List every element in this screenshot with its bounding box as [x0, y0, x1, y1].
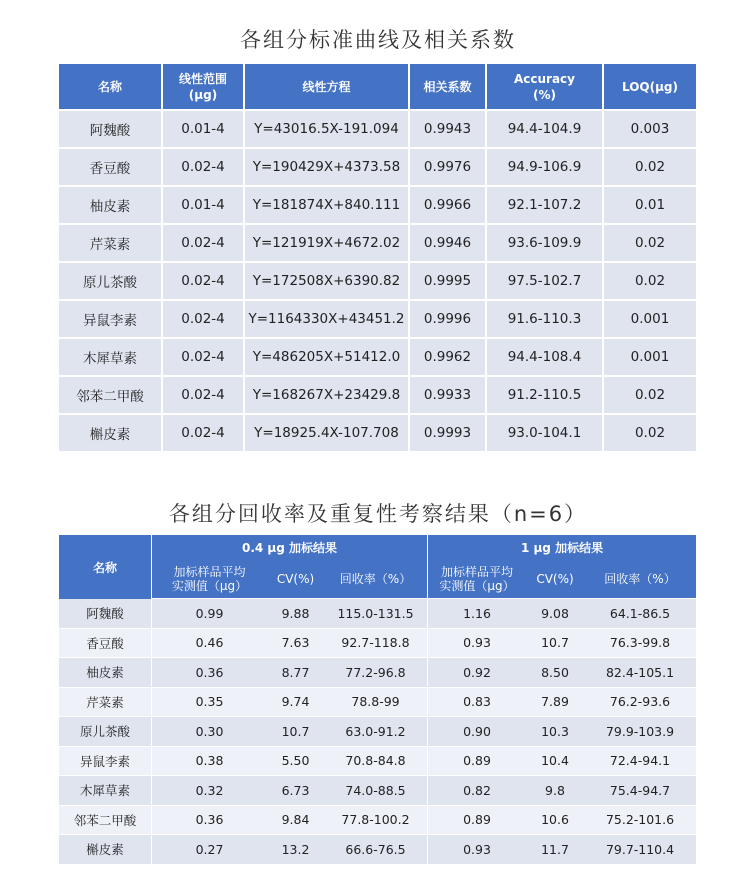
mean-measured-1-cell: 0.90 [428, 717, 526, 747]
loq-cell: 0.02 [604, 377, 696, 415]
table-row [59, 835, 696, 865]
compound-name-cell: 槲皮素 [59, 835, 152, 865]
correlation-coefficient-cell: 0.9943 [410, 111, 487, 149]
table-row [59, 415, 696, 453]
linear-range-cell: 0.02-4 [163, 377, 245, 415]
cv-1-cell: 11.7 [526, 835, 584, 865]
cv-1-cell: 9.08 [526, 599, 584, 629]
correlation-coefficient-cell: 0.9995 [410, 263, 487, 301]
header-loq: LOQ(μg) [604, 64, 696, 111]
table2-title: 各组分回收率及重复性考察结果（n=6） [168, 502, 588, 526]
table-row [59, 377, 696, 415]
recovery-0.4-cell: 63.0-91.2 [324, 717, 428, 747]
mean-measured-0.4-cell: 0.36 [152, 658, 267, 688]
mean-measured-1-cell: 0.93 [428, 629, 526, 659]
table-row [59, 225, 696, 263]
cv-0.4-cell: 8.77 [267, 658, 324, 688]
recovery-1-cell: 79.9-103.9 [584, 717, 696, 747]
linear-range-cell: 0.02-4 [163, 149, 245, 187]
mean-measured-1-cell: 0.89 [428, 747, 526, 777]
accuracy-cell: 97.5-102.7 [487, 263, 604, 301]
cv-1-cell: 7.89 [526, 688, 584, 718]
loq-cell: 0.02 [604, 263, 696, 301]
cv-0.4-cell: 7.63 [267, 629, 324, 659]
table-row [59, 747, 696, 777]
cv-1-cell: 10.7 [526, 629, 584, 659]
correlation-coefficient-cell: 0.9993 [410, 415, 487, 453]
cv-0.4-cell: 9.84 [267, 806, 324, 836]
recovery-1-cell: 72.4-94.1 [584, 747, 696, 777]
header-name: 名称 [59, 64, 163, 111]
compound-name-cell: 香豆酸 [59, 629, 152, 659]
accuracy-cell: 92.1-107.2 [487, 187, 604, 225]
loq-cell: 0.001 [604, 339, 696, 377]
linear-equation-cell: Y=43016.5X-191.094 [245, 111, 410, 149]
loq-cell: 0.02 [604, 225, 696, 263]
mean-measured-0.4-cell: 0.30 [152, 717, 267, 747]
cv-0.4-cell: 9.74 [267, 688, 324, 718]
compound-name-cell: 原儿茶酸 [59, 263, 163, 301]
linear-range-cell: 0.02-4 [163, 225, 245, 263]
table-row [59, 263, 696, 301]
linear-range-cell: 0.02-4 [163, 301, 245, 339]
table-row [59, 149, 696, 187]
compound-name-cell: 异鼠李素 [59, 301, 163, 339]
loq-cell: 0.001 [604, 301, 696, 339]
accuracy-cell: 94.4-104.9 [487, 111, 604, 149]
recovery-0.4-cell: 78.8-99 [324, 688, 428, 718]
correlation-coefficient-cell: 0.9933 [410, 377, 487, 415]
cv-0.4-cell: 9.88 [267, 599, 324, 629]
cv-0.4-cell: 10.7 [267, 717, 324, 747]
header-name: 名称 [59, 535, 152, 599]
table-row [59, 339, 696, 377]
linear-equation-cell: Y=18925.4X-107.708 [245, 415, 410, 453]
cv-0.4-cell: 6.73 [267, 776, 324, 806]
compound-name-cell: 柚皮素 [59, 187, 163, 225]
mean-measured-1-cell: 0.83 [428, 688, 526, 718]
recovery-0.4-cell: 77.2-96.8 [324, 658, 428, 688]
mean-measured-0.4-cell: 0.27 [152, 835, 267, 865]
linear-range-cell: 0.01-4 [163, 187, 245, 225]
compound-name-cell: 槲皮素 [59, 415, 163, 453]
header-accuracy: Accuracy (%) [487, 64, 604, 111]
cv-1-cell: 10.4 [526, 747, 584, 777]
compound-name-cell: 邻苯二甲酸 [59, 377, 163, 415]
mean-measured-0.4-cell: 0.38 [152, 747, 267, 777]
recovery-0.4-cell: 115.0-131.5 [324, 599, 428, 629]
recovery-0.4-cell: 77.8-100.2 [324, 806, 428, 836]
accuracy-cell: 94.4-108.4 [487, 339, 604, 377]
accuracy-cell: 91.2-110.5 [487, 377, 604, 415]
accuracy-cell: 93.6-109.9 [487, 225, 604, 263]
recovery-1-cell: 75.2-101.6 [584, 806, 696, 836]
compound-name-cell: 香豆酸 [59, 149, 163, 187]
linear-equation-cell: Y=486205X+51412.0 [245, 339, 410, 377]
linear-equation-cell: Y=168267X+23429.8 [245, 377, 410, 415]
mean-measured-0.4-cell: 0.46 [152, 629, 267, 659]
compound-name-cell: 原儿茶酸 [59, 717, 152, 747]
mean-measured-0.4-cell: 0.99 [152, 599, 267, 629]
table-row [59, 806, 696, 836]
recovery-1-cell: 64.1-86.5 [584, 599, 696, 629]
mean-measured-0.4-cell: 0.35 [152, 688, 267, 718]
correlation-coefficient-cell: 0.9962 [410, 339, 487, 377]
linear-equation-cell: Y=121919X+4672.02 [245, 225, 410, 263]
header-cv: CV(%) [267, 559, 324, 599]
mean-measured-1-cell: 0.89 [428, 806, 526, 836]
compound-name-cell: 柚皮素 [59, 658, 152, 688]
mean-measured-1-cell: 0.92 [428, 658, 526, 688]
loq-cell: 0.02 [604, 149, 696, 187]
header-correlation: 相关系数 [410, 64, 487, 111]
cv-1-cell: 10.3 [526, 717, 584, 747]
linear-range-cell: 0.02-4 [163, 415, 245, 453]
linear-equation-cell: Y=181874X+840.111 [245, 187, 410, 225]
recovery-0.4-cell: 92.7-118.8 [324, 629, 428, 659]
linear-range-cell: 0.02-4 [163, 339, 245, 377]
recovery-1-cell: 79.7-110.4 [584, 835, 696, 865]
compound-name-cell: 木犀草素 [59, 776, 152, 806]
linear-equation-cell: Y=190429X+4373.58 [245, 149, 410, 187]
loq-cell: 0.01 [604, 187, 696, 225]
table-row [59, 599, 696, 629]
accuracy-cell: 93.0-104.1 [487, 415, 604, 453]
loq-cell: 0.02 [604, 415, 696, 453]
table-row [59, 776, 696, 806]
recovery-1-cell: 76.3-99.8 [584, 629, 696, 659]
cv-1-cell: 10.6 [526, 806, 584, 836]
recovery-0.4-cell: 70.8-84.8 [324, 747, 428, 777]
recovery-1-cell: 76.2-93.6 [584, 688, 696, 718]
loq-cell: 0.003 [604, 111, 696, 149]
accuracy-cell: 94.9-106.9 [487, 149, 604, 187]
table-row [59, 688, 696, 718]
header-group-1ug: 1 μg 加标结果 [428, 535, 696, 559]
compound-name-cell: 阿魏酸 [59, 111, 163, 149]
linear-equation-cell: Y=172508X+6390.82 [245, 263, 410, 301]
cv-1-cell: 9.8 [526, 776, 584, 806]
table-row [59, 629, 696, 659]
compound-name-cell: 异鼠李素 [59, 747, 152, 777]
table1-title: 各组分标准曲线及相关系数 [240, 28, 516, 52]
compound-name-cell: 芹菜素 [59, 688, 152, 718]
cv-0.4-cell: 13.2 [267, 835, 324, 865]
linear-range-cell: 0.01-4 [163, 111, 245, 149]
correlation-coefficient-cell: 0.9996 [410, 301, 487, 339]
table1-header-row [59, 64, 696, 111]
compound-name-cell: 芹菜素 [59, 225, 163, 263]
table-row [59, 301, 696, 339]
table-row [59, 658, 696, 688]
header-mean-measured: 加标样品平均 实测值（μg） [152, 559, 267, 599]
recovery-1-cell: 82.4-105.1 [584, 658, 696, 688]
header-linear-equation: 线性方程 [245, 64, 410, 111]
mean-measured-0.4-cell: 0.32 [152, 776, 267, 806]
compound-name-cell: 邻苯二甲酸 [59, 806, 152, 836]
linear-range-cell: 0.02-4 [163, 263, 245, 301]
header-group-0.4ug: 0.4 μg 加标结果 [152, 535, 428, 559]
linear-equation-cell: Y=1164330X+43451.2 [245, 301, 410, 339]
accuracy-cell: 91.6-110.3 [487, 301, 604, 339]
table-row [59, 187, 696, 225]
header-mean-measured: 加标样品平均 实测值（μg） [428, 559, 526, 599]
recovery-0.4-cell: 74.0-88.5 [324, 776, 428, 806]
correlation-coefficient-cell: 0.9966 [410, 187, 487, 225]
mean-measured-0.4-cell: 0.36 [152, 806, 267, 836]
mean-measured-1-cell: 1.16 [428, 599, 526, 629]
header-cv: CV(%) [526, 559, 584, 599]
mean-measured-1-cell: 0.82 [428, 776, 526, 806]
recovery-0.4-cell: 66.6-76.5 [324, 835, 428, 865]
table-row [59, 717, 696, 747]
table-row [59, 111, 696, 149]
compound-name-cell: 木犀草素 [59, 339, 163, 377]
correlation-coefficient-cell: 0.9946 [410, 225, 487, 263]
cv-1-cell: 8.50 [526, 658, 584, 688]
mean-measured-1-cell: 0.93 [428, 835, 526, 865]
standard-curve-table [59, 64, 696, 453]
header-recovery: 回收率（%） [584, 559, 696, 599]
recovery-table [59, 535, 696, 865]
recovery-1-cell: 75.4-94.7 [584, 776, 696, 806]
correlation-coefficient-cell: 0.9976 [410, 149, 487, 187]
header-linear-range: 线性范围 (μg) [163, 64, 245, 111]
cv-0.4-cell: 5.50 [267, 747, 324, 777]
compound-name-cell: 阿魏酸 [59, 599, 152, 629]
header-recovery: 回收率（%） [324, 559, 428, 599]
